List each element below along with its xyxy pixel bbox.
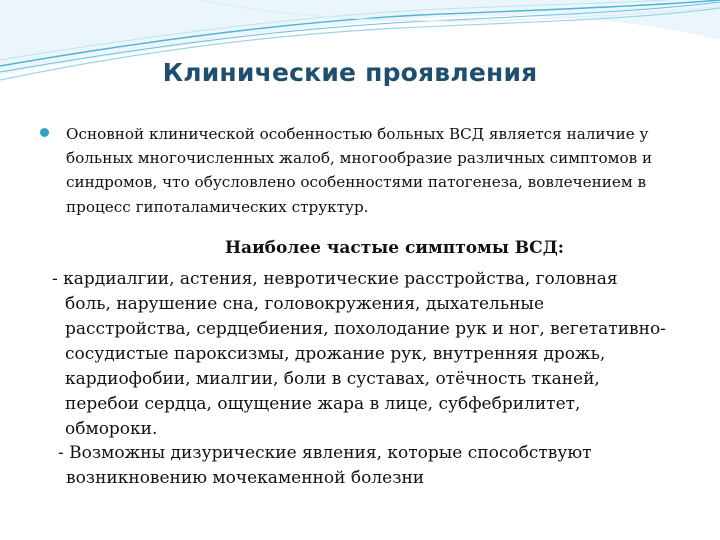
symptoms-line: перебои сердца, ощущение жара в лице, субфебрилитет, [65,394,581,414]
symptoms-line: боль, нарушение сна, головокружения, дыхательные [65,294,545,314]
dysuria-line: возникновению мочекаменной болезни [66,468,425,488]
symptoms-line: кардиалгии, астения, невротические расстройства, головная [63,269,618,289]
symptoms-line: расстройства, сердцебиения, похолодание рук и ног, вегетативно- [65,319,666,339]
symptoms-paragraph [52,267,692,442]
symptoms-line: обмороки. [65,419,158,439]
bullet-item [40,122,680,219]
symptoms-line: кардиофобии, миалгии, боли в суставах, отёчность тканей, [65,369,600,389]
dysuria-paragraph [58,441,678,491]
symptoms-line: сосудистые пароксизмы, дрожание рук, внутренняя дрожь, [65,344,606,364]
symptoms-heading: Наиболее частые симптомы ВСД: [225,238,565,258]
decorative-wave-header [0,0,720,110]
bullet-icon [40,128,49,137]
dash-marker: - [52,269,64,289]
slide-title: Клинические проявления [162,58,538,87]
bullet-text: Основной клинической особенностью больных ВСД является наличие у больных многочисленных жалоб, многообразие различных симптомов и синдромов, что обусловлено особенностями патогенеза, вовлечением в процесс гипоталамических структур. [66,125,653,216]
dysuria-line: - Возможны дизурические явления, которые способствуют [58,443,592,463]
